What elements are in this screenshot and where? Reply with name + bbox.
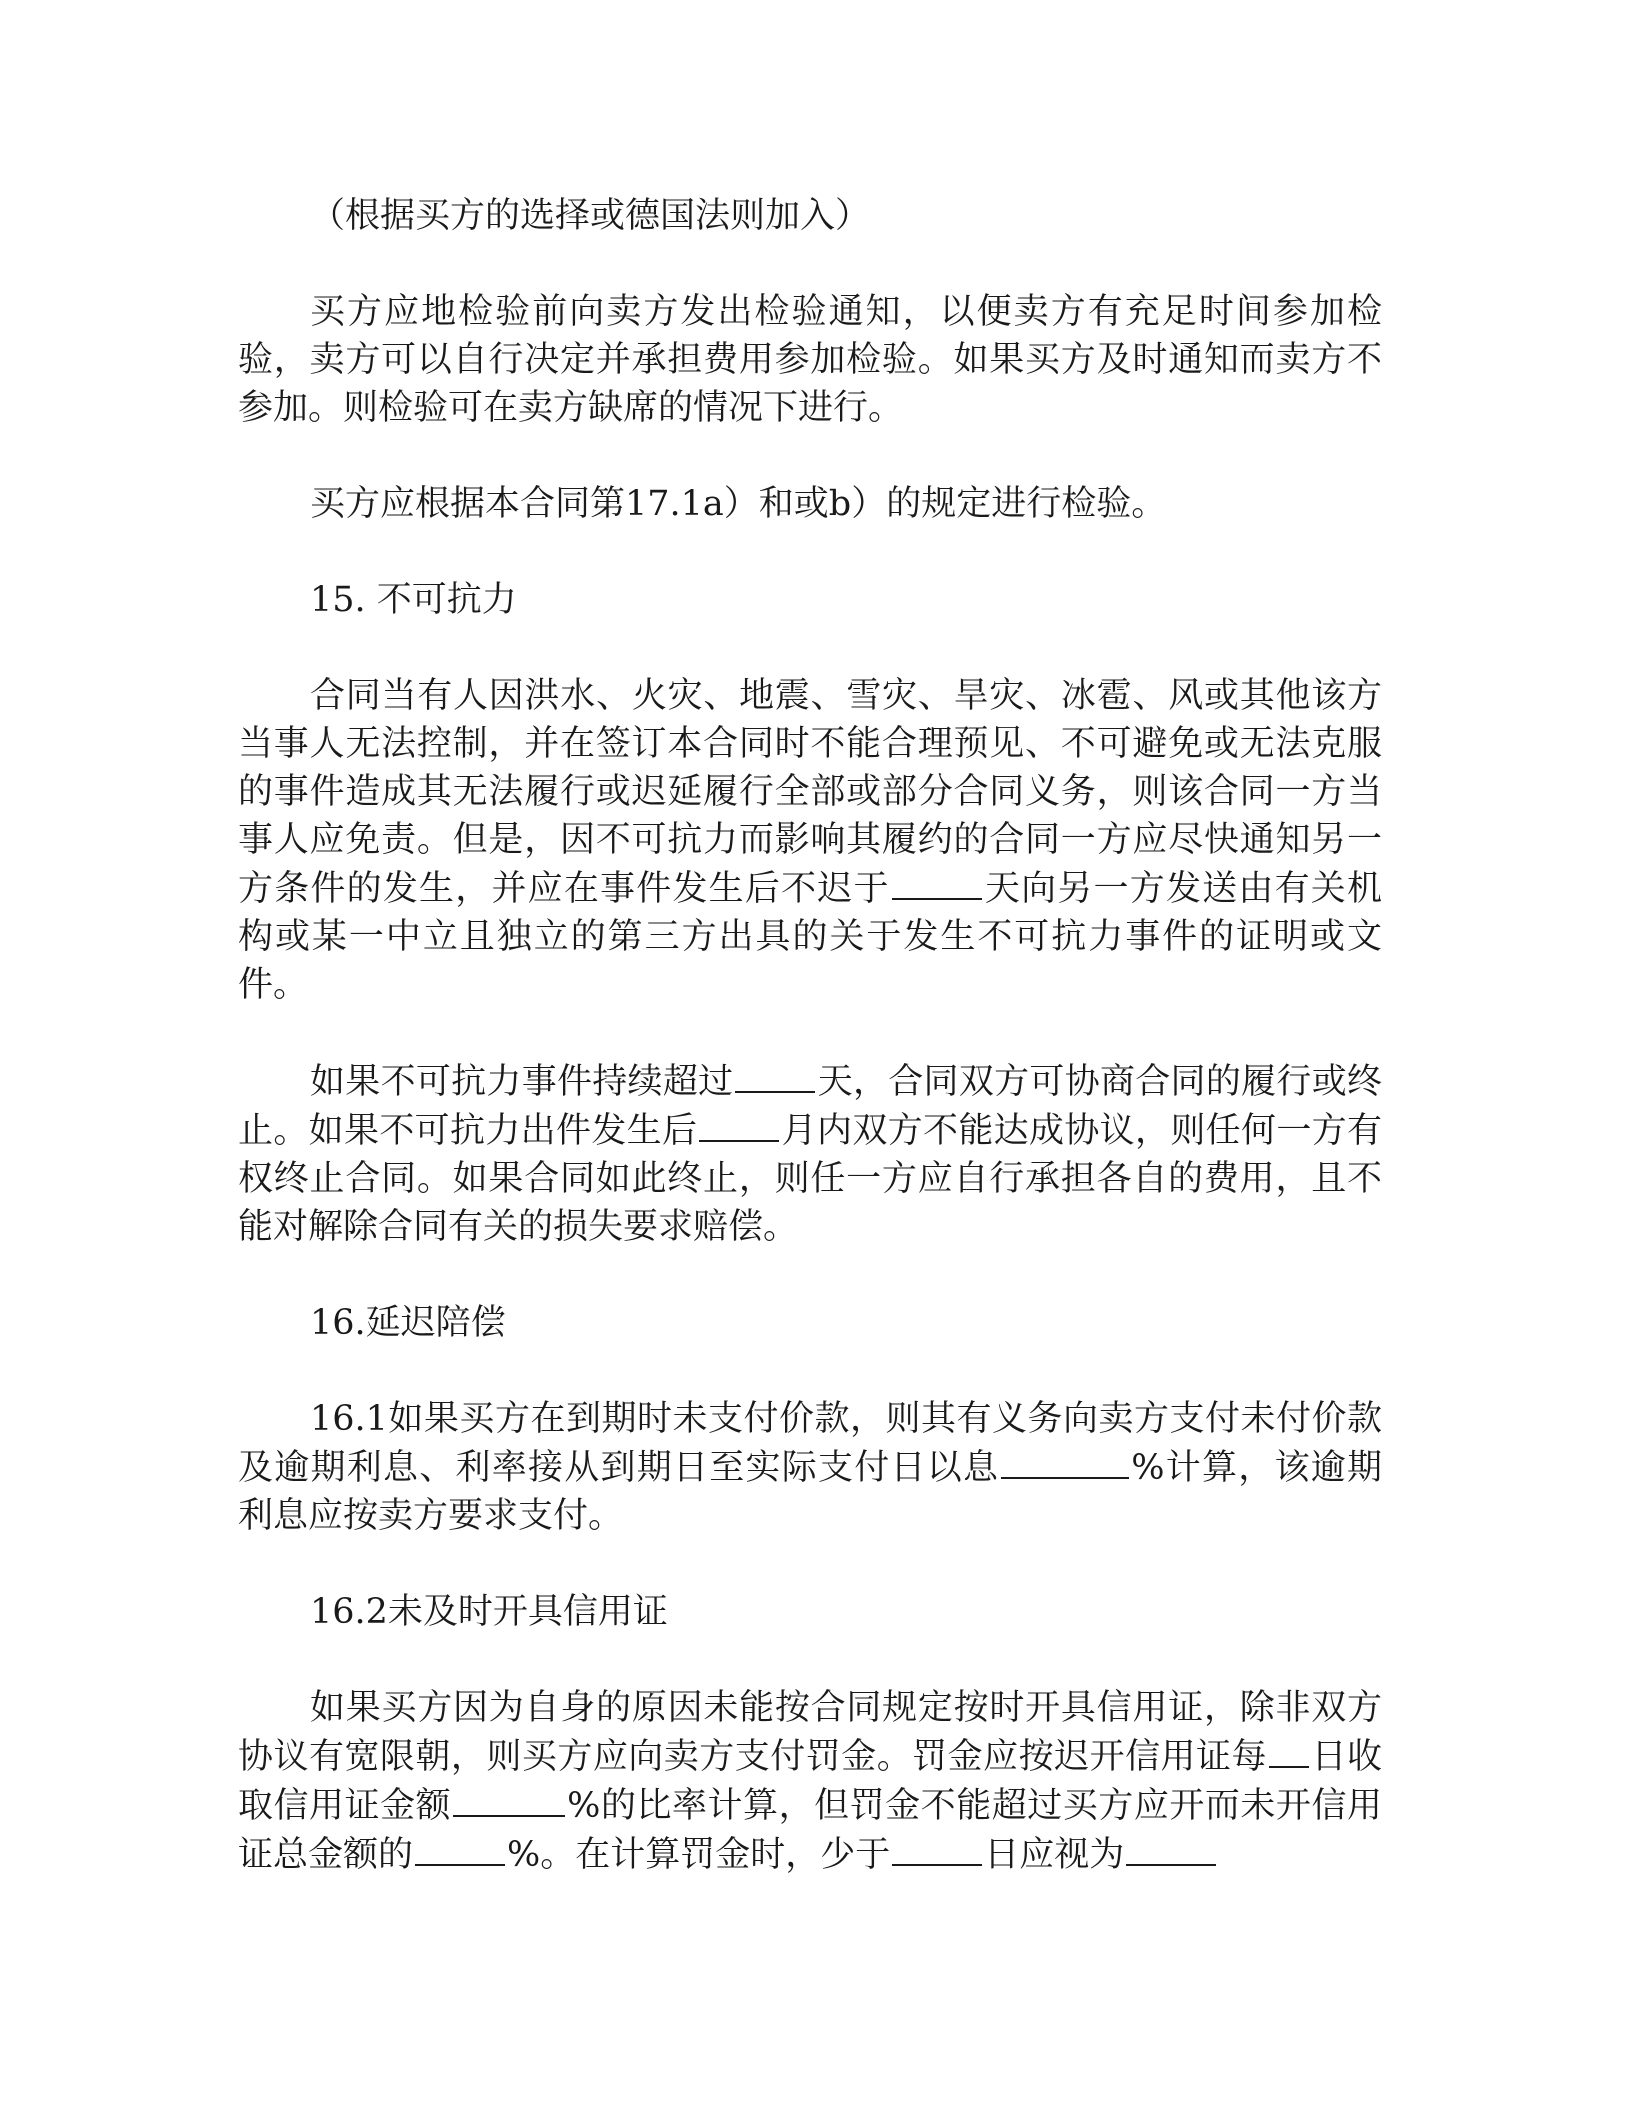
lc-min-days-blank[interactable] — [892, 1830, 982, 1866]
lc-text-c: %的比率计算，但罚金不能超过买方应开而未开信用证总金额的 — [238, 1786, 1382, 1875]
force-majeure-text-2b: 天，合同双方可协商合同的履行或终止。如果不可抗力出件发生后 — [238, 1062, 1382, 1151]
force-majeure-text-2c: 月内双方不能达成协议，则任何一方有权终止合同。如果合同如此终止，则任一方应自行承担各自的费用，且不能对解除合同有关的损失要求赔偿。 — [238, 1111, 1382, 1247]
bracket-note: （根据买方的选择或德国法则加入） — [310, 196, 871, 236]
lc-paragraph — [238, 1684, 1382, 1879]
delay-text-1b: %计算，该逾期利息应按卖方要求支付。 — [238, 1448, 1382, 1536]
force-majeure-text-2a: 如果不可抗力事件持续超过 — [310, 1062, 734, 1102]
days-notice-blank[interactable] — [892, 864, 982, 900]
lc-rate-blank[interactable] — [453, 1781, 565, 1817]
lc-text-b: 日收取信用证金额 — [238, 1737, 1382, 1826]
lc-text-e: 日应视为 — [984, 1835, 1125, 1875]
delay-text-1a: 16.1如果买方在到期时未支付价款，则其有义务向卖方支付未付价款及逾期利息、利率接从到期日至实际支付日以息 — [238, 1399, 1382, 1488]
lc-text-a: 如果买方因为自身的原因未能按合同规定按时开具信用证，除非双方协议有宽限朝，则买方应向卖方支付罚金。罚金应按迟开信用证每 — [238, 1688, 1382, 1777]
force-majeure-text-1a: 合同当有人因洪水、火灾、地震、雪灾、旱灾、冰雹、风或其他该方当事人无法控制，并在签订本合同时不能合理预见、不可避免或无法克服的事件造成其无法履行或迟延履行全部或部分合同义务，则该合同一方当事人应免责。但是，因不可抗力而影响其履约的合同一方应尽快通知另一方条件的发生，并应在事件发生后不迟于 — [238, 676, 1382, 909]
lc-text-d: %。在计算罚金时，少于 — [507, 1835, 891, 1875]
months-blank[interactable] — [699, 1106, 779, 1142]
force-majeure-paragraph-1 — [238, 672, 1382, 1009]
force-majeure-paragraph-2 — [238, 1057, 1382, 1251]
lc-treated-as-blank[interactable] — [1126, 1830, 1216, 1866]
days-duration-blank[interactable] — [735, 1057, 815, 1093]
document-page — [238, 192, 1382, 1927]
lc-days-blank[interactable] — [1269, 1732, 1309, 1768]
delay-paragraph-16-1 — [238, 1395, 1382, 1540]
inspection-rule-paragraph: 买方应根据本合同第17.1a）和或b）的规定进行检验。 — [310, 484, 1167, 524]
inspection-notice-paragraph: 买方应地检验前向卖方发出检验通知，以便卖方有充足时间参加检验，卖方可以自行决定并承担费用参加检验。如果买方及时通知而卖方不参加。则检验可在卖方缺席的情况下进行。 — [238, 292, 1382, 428]
interest-rate-blank[interactable] — [1001, 1443, 1129, 1479]
section-16-2-heading: 16.2未及时开具信用证 — [310, 1592, 668, 1632]
force-majeure-text-1b: 天向另一方发送由有关机构或某一中立且独立的第三方出具的关于发生不可抗力事件的证明或文件。 — [238, 869, 1382, 1005]
lc-max-rate-blank[interactable] — [415, 1830, 505, 1866]
section-16-heading: 16.延迟陪偿 — [310, 1303, 506, 1343]
section-15-heading: 15. 不可抗力 — [310, 580, 517, 620]
